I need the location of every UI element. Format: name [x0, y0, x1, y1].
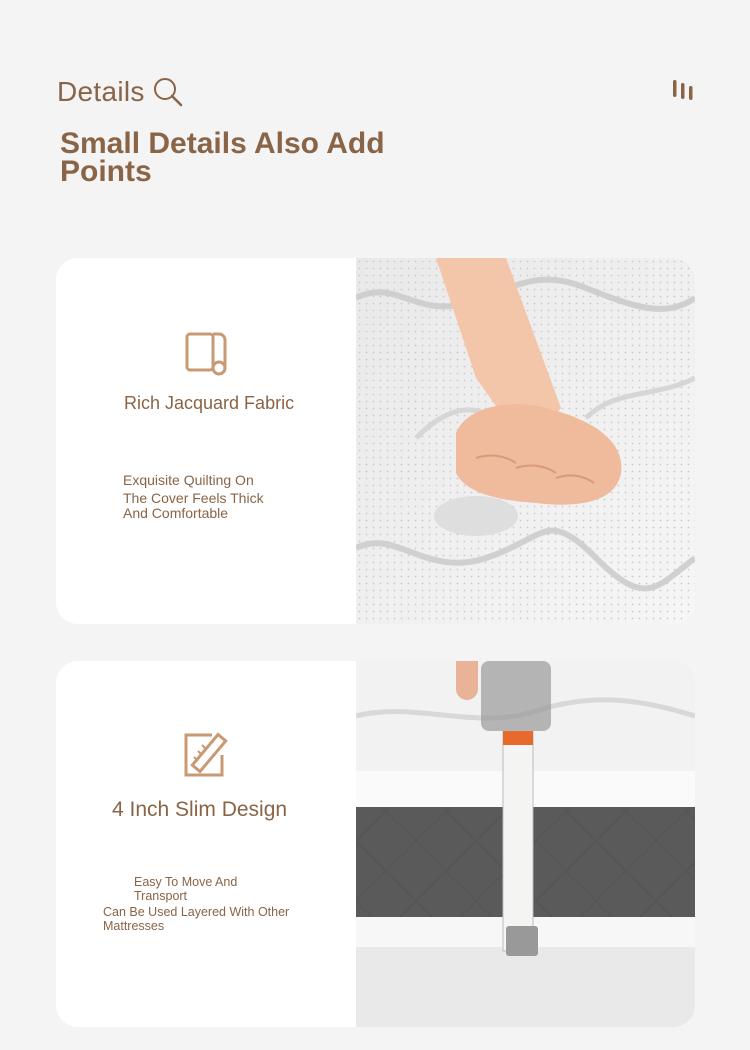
headline: Small Details Also Add Points	[60, 127, 385, 188]
fabric-icon	[184, 330, 228, 376]
feature-description	[103, 875, 343, 933]
description-line: Mattresses	[103, 919, 165, 933]
search-icon	[153, 77, 183, 107]
description-line: Transport	[134, 889, 188, 903]
feature-title: Rich Jacquard Fabric	[124, 393, 295, 413]
section-title: Details	[57, 76, 145, 107]
mattress-photo	[356, 258, 695, 624]
description-line: Easy To Move And	[134, 875, 238, 889]
feature-card-jacquard	[56, 258, 695, 624]
mattress-thickness-photo	[356, 661, 695, 1027]
ruler-edit-icon	[182, 731, 230, 779]
description-line: Exquisite Quilting On	[123, 472, 254, 488]
feature-title: 4 Inch Slim Design	[112, 798, 288, 821]
section-header	[57, 76, 183, 108]
feature-description	[123, 473, 323, 521]
description-line: And Comfortable	[123, 505, 229, 521]
description-line: Can Be Used Layered With Other	[103, 905, 290, 919]
feature-card-slim	[56, 661, 695, 1027]
description-line: The Cover Feels Thick	[123, 490, 264, 506]
bars-icon	[672, 79, 694, 101]
